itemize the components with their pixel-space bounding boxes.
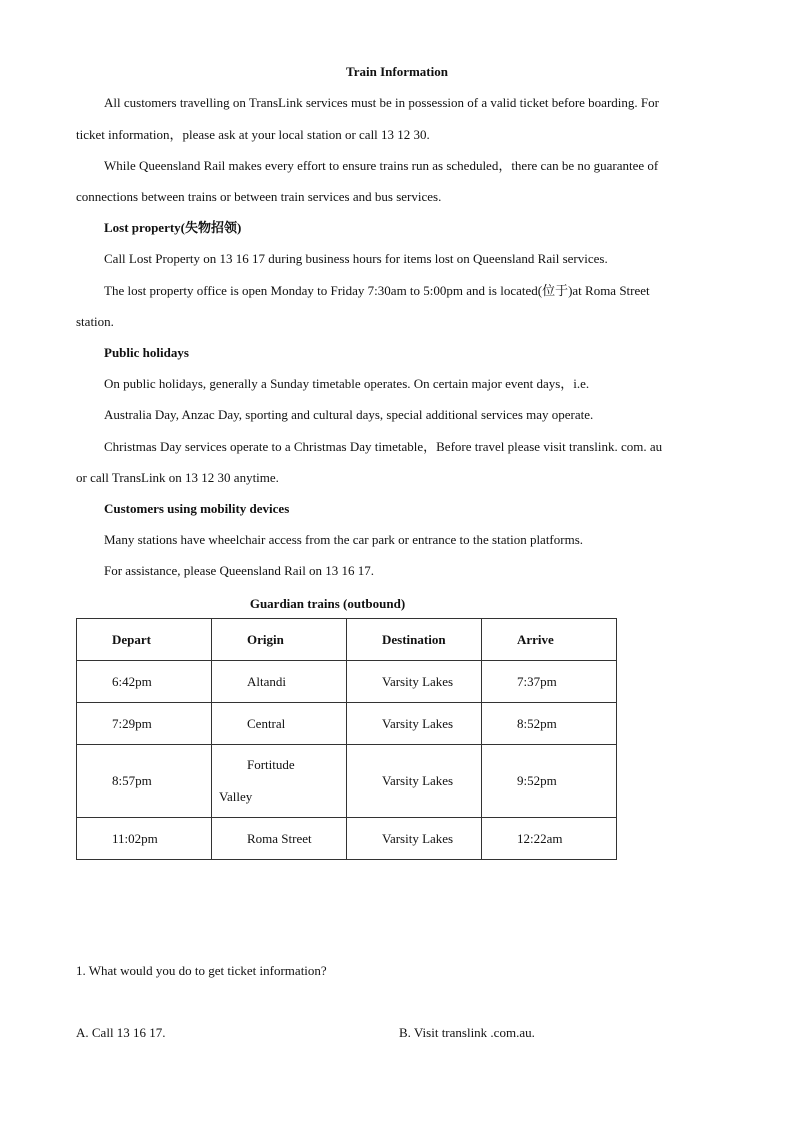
intro-paragraph-1-line-1: All customers travelling on TransLink services must be in possession of a valid ticket before boarding. For bbox=[104, 95, 659, 110]
lost-property-line-3: station. bbox=[76, 314, 114, 329]
question-1: 1. What would you do to get ticket information? bbox=[76, 963, 327, 978]
cell-origin: Altandi bbox=[212, 661, 347, 703]
cell-origin-line-2: Valley bbox=[219, 789, 253, 804]
header-depart: Depart bbox=[77, 619, 212, 661]
intro-paragraph-2-line-1: While Queensland Rail makes every effort to ensure trains run as scheduled，there can be no guarantee of bbox=[104, 158, 659, 173]
cell-depart: 6:42pm bbox=[77, 661, 212, 703]
lost-property-line-1: Call Lost Property on 13 16 17 during business hours for items lost on Queensland Rail services. bbox=[104, 251, 608, 266]
public-holidays-line-1: On public holidays, generally a Sunday timetable operates. On certain major event days，i.e. bbox=[104, 376, 590, 391]
mobility-line-1: Many stations have wheelchair access from the car park or entrance to the station platforms. bbox=[104, 532, 584, 547]
cell-arrive: 8:52pm bbox=[482, 703, 617, 745]
cell-arrive: 9:52pm bbox=[482, 745, 617, 818]
lost-property-heading: Lost property(失物招领) bbox=[104, 220, 242, 235]
header-origin: Origin bbox=[212, 619, 347, 661]
lost-property-line-2: The lost property office is open Monday to Friday 7:30am to 5:00pm and is located(位于)at Roma Street bbox=[104, 283, 650, 298]
header-destination: Destination bbox=[347, 619, 482, 661]
public-holidays-line-2: Australia Day, Anzac Day, sporting and cultural days, special additional services may operate. bbox=[104, 407, 594, 422]
cell-arrive: 12:22am bbox=[482, 818, 617, 860]
public-holidays-line-3: Christmas Day services operate to a Christmas Day timetable，Before travel please visit translink. com. au bbox=[104, 439, 663, 454]
cell-origin: Central bbox=[212, 703, 347, 745]
cell-depart: 8:57pm bbox=[77, 745, 212, 818]
cell-origin bbox=[212, 745, 347, 818]
cell-destination: Varsity Lakes bbox=[347, 703, 482, 745]
cell-depart: 7:29pm bbox=[77, 703, 212, 745]
document-title: Train Information bbox=[346, 64, 448, 79]
table-row bbox=[77, 818, 617, 860]
mobility-line-2: For assistance, please Queensland Rail on 13 16 17. bbox=[104, 563, 375, 578]
cell-destination: Varsity Lakes bbox=[347, 661, 482, 703]
cell-origin: Roma Street bbox=[212, 818, 347, 860]
cell-origin-line-1: Fortitude bbox=[247, 757, 295, 772]
table-row bbox=[77, 745, 617, 818]
guardian-trains-table bbox=[76, 618, 617, 860]
table-row bbox=[77, 703, 617, 745]
intro-paragraph-2-line-2: connections between trains or between train services and bus services. bbox=[76, 189, 442, 204]
table-row bbox=[77, 661, 617, 703]
option-a: A. Call 13 16 17. bbox=[76, 1025, 166, 1040]
table-header-row bbox=[77, 619, 617, 661]
public-holidays-heading: Public holidays bbox=[104, 345, 189, 360]
public-holidays-line-4: or call TransLink on 13 12 30 anytime. bbox=[76, 470, 279, 485]
intro-paragraph-1-line-2: ticket information，please ask at your local station or call 13 12 30. bbox=[76, 127, 430, 142]
cell-destination: Varsity Lakes bbox=[347, 745, 482, 818]
header-arrive: Arrive bbox=[482, 619, 617, 661]
option-b: B. Visit translink .com.au. bbox=[399, 1025, 535, 1040]
table-caption: Guardian trains (outbound) bbox=[249, 596, 406, 611]
cell-destination: Varsity Lakes bbox=[347, 818, 482, 860]
mobility-heading: Customers using mobility devices bbox=[104, 501, 290, 516]
cell-depart: 11:02pm bbox=[77, 818, 212, 860]
cell-arrive: 7:37pm bbox=[482, 661, 617, 703]
